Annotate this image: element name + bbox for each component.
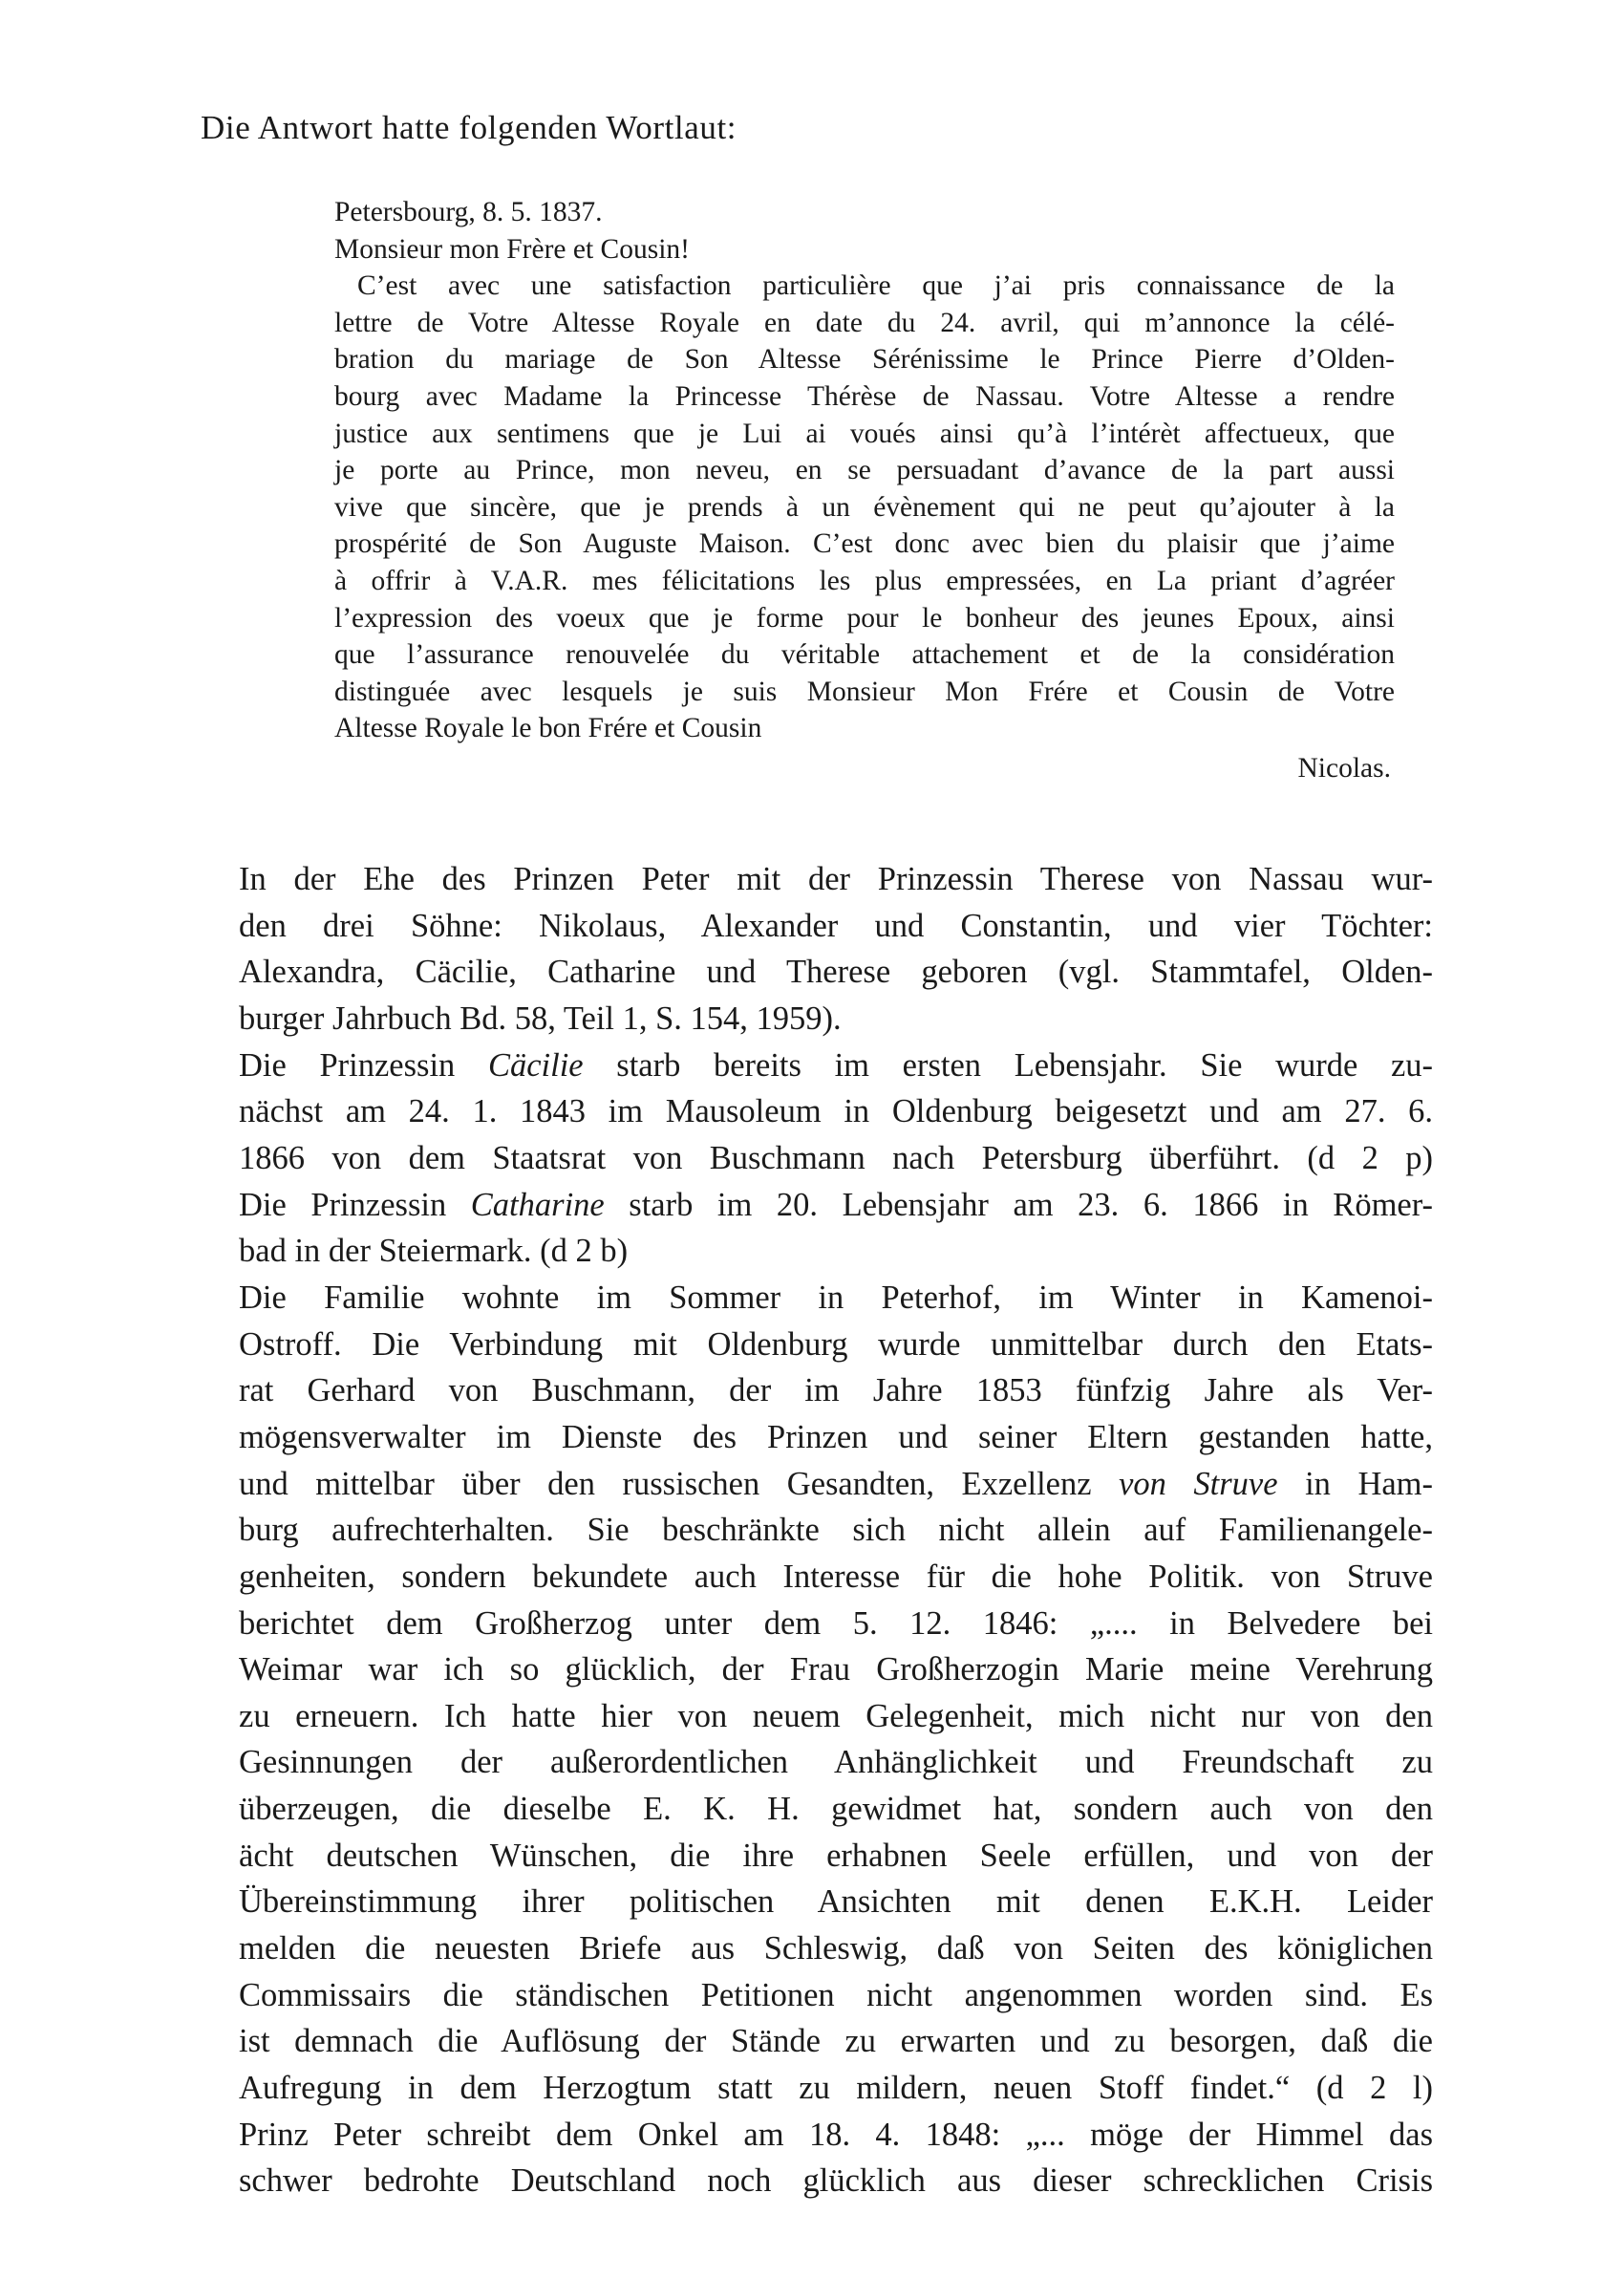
italic-name: Catharine <box>470 1186 605 1223</box>
quoted-letter <box>334 194 1395 787</box>
letter-line: lettre de Votre Altesse Royale en date du 24. avril, qui m’annonce la célé- <box>334 307 1395 338</box>
letter-line: justice aux sentimens que je Lui ai voués ainsi qu’à l’intérèt affectueux, que <box>334 418 1395 449</box>
paragraph-line: Übereinstimmung ihrer politischen Ansichten mit denen E.K.H. Leider <box>239 1883 1433 1921</box>
paragraph-line: burger Jahrbuch Bd. 58, Teil 1, S. 154, 1959). <box>239 1000 842 1037</box>
paragraph-line: überzeugen, die dieselbe E. K. H. gewidmet hat, sondern auch von den <box>239 1791 1433 1828</box>
letter-line: l’expression des voeux que je forme pour le bonheur des jeunes Epoux, ainsi <box>334 602 1395 634</box>
letter-line: prospérité de Son Auguste Maison. C’est donc avec bien du plaisir que j’aime <box>334 528 1395 560</box>
paragraph-line: zu erneuern. Ich hatte hier von neuem Gelegenheit, mich nicht nur von den <box>239 1697 1433 1734</box>
letter-line: Altesse Royale le bon Frére et Cousin <box>334 713 762 744</box>
paragraph-line: ächt deutschen Wünschen, die ihre erhabnen Seele erfüllen, und von der <box>239 1837 1433 1874</box>
letter-line: je porte au Prince, mon neveu, en se persuadant d’avance de la part aussi <box>334 455 1395 486</box>
letter-line: que l’assurance renouvelée du véritable attachement et de la considération <box>334 639 1395 671</box>
paragraph-line: Weimar war ich so glücklich, der Frau Großherzogin Marie meine Verehrung <box>239 1651 1433 1688</box>
letter-line: C’est avec une satisfaction particulière que j’ai pris connaissance de la <box>357 270 1395 302</box>
letter-signature: Nicolas. <box>1297 752 1391 784</box>
paragraph-line <box>239 1461 1433 1508</box>
paragraph-line <box>239 1043 1433 1089</box>
letter-line: bourg avec Madame la Princesse Thérèse de Nassau. Votre Altesse a rendre <box>334 380 1395 412</box>
paragraph-line: nächst am 24. 1. 1843 im Mausoleum in Oldenburg beigesetzt und am 27. 6. <box>239 1093 1433 1130</box>
paragraph-line: Die Familie wohnte im Sommer in Peterhof, im Winter in Kamenoi- <box>239 1279 1433 1316</box>
paragraph-line: bad in der Steiermark. (d 2 b) <box>239 1233 629 1270</box>
letter-line: vive que sincère, que je prends à un évènement qui ne peut qu’ajouter à la <box>334 491 1395 523</box>
paragraph-line: schwer bedrohte Deutschland noch glücklich aus dieser schrecklichen Crisis <box>239 2162 1433 2200</box>
paragraph-line: burg aufrechterhalten. Sie beschränkte sich nicht allein auf Familienangele- <box>239 1512 1433 1549</box>
body-text <box>239 856 1433 2204</box>
paragraph-line: Gesinnungen der außerordentlichen Anhänglichkeit und Freundschaft zu <box>239 1744 1433 1781</box>
paragraph-line <box>239 1182 1433 1229</box>
paragraph-line: Ostroff. Die Verbindung mit Oldenburg wurde unmittelbar durch den Etats- <box>239 1325 1433 1363</box>
letter-line: bration du mariage de Son Altesse Sérénissime le Prince Pierre d’Olden- <box>334 344 1395 376</box>
paragraph-line: Prinz Peter schreibt dem Onkel am 18. 4. 1848: „... möge der Himmel das <box>239 2116 1433 2153</box>
paragraph-line: In der Ehe des Prinzen Peter mit der Prinzessin Therese von Nassau wur- <box>239 861 1433 897</box>
text-run: Die Prinzessin <box>239 1186 471 1223</box>
paragraph-line: berichtet dem Großherzog unter dem 5. 12. 1846: „.... in Belvedere bei <box>239 1604 1433 1642</box>
letter-place-date: Petersbourg, 8. 5. 1837. <box>334 197 603 227</box>
letter-line: distinguée avec lesquels je suis Monsieur Mon Frére et Cousin de Votre <box>334 676 1395 707</box>
text-run: in Ham- <box>1277 1465 1434 1502</box>
paragraph-line: Commissairs die ständischen Petitionen nicht angenommen worden sind. Es <box>239 1976 1433 2013</box>
paragraph-line: rat Gerhard von Buschmann, der im Jahre 1853 fünfzig Jahre als Ver- <box>239 1372 1433 1409</box>
letter-line: à offrir à V.A.R. mes félicitations les plus empressées, en La priant d’agréer <box>334 565 1395 596</box>
italic-name: Cäcilie <box>487 1046 584 1084</box>
text-run: Die Prinzessin <box>239 1046 488 1084</box>
paragraph-line: genheiten, sondern bekundete auch Interesse für die hohe Politik. von Struve <box>239 1558 1433 1595</box>
paragraph-line: den drei Söhne: Nikolaus, Alexander und Constantin, und vier Töchter: <box>239 907 1433 944</box>
paragraph-line: ist demnach die Auflösung der Stände zu erwarten und zu besorgen, daß die <box>239 2023 1433 2060</box>
paragraph-line: melden die neuesten Briefe aus Schleswig, daß von Seiten des königlichen <box>239 1930 1433 1967</box>
italic-name: von Struve <box>1119 1465 1278 1502</box>
paragraph-line: Alexandra, Cäcilie, Catharine und Therese geboren (vgl. Stammtafel, Olden- <box>239 954 1433 991</box>
text-run: starb bereits im ersten Lebensjahr. Sie wurde zu- <box>583 1046 1434 1084</box>
paragraph-line: 1866 von dem Staatsrat von Buschmann nach Petersburg überführt. (d 2 p) <box>239 1139 1433 1176</box>
paragraph-line: Aufregung in dem Herzogtum statt zu mildern, neuen Stoff findet.“ (d 2 l) <box>239 2070 1433 2107</box>
text-run: starb im 20. Lebensjahr am 23. 6. 1866 in Römer- <box>604 1186 1433 1223</box>
paragraph-line: mögensverwalter im Dienste des Prinzen und seiner Eltern gestanden hatte, <box>239 1418 1433 1455</box>
text-run: und mittelbar über den russischen Gesandten, Exzellenz <box>239 1465 1120 1502</box>
intro-sentence: Die Antwort hatte folgenden Wortlaut: <box>201 109 737 146</box>
letter-salutation: Monsieur mon Frère et Cousin! <box>334 233 690 265</box>
